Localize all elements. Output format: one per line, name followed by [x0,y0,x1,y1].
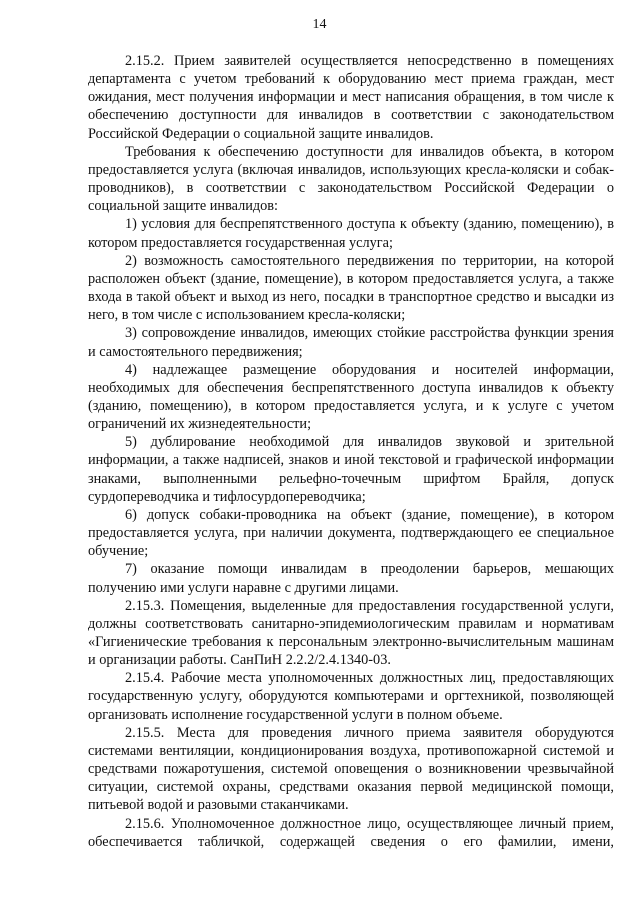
list-item-4: 4) надлежащее размещение оборудования и носителей информации, необходимых для обеспечения беспрепятственного доступа инвалидов к объекту (зданию, помещению), в котором предоставляется услуга, и к услуге с учетом ограничений их жизнедеятельности; [88,361,614,433]
list-item-1: 1) условия для беспрепятственного доступа к объекту (зданию, помещению), в котором предоставляется государственная услуга; [88,216,614,251]
paragraph-2-15-4: 2.15.4. Рабочие места уполномоченных должностных лиц, предоставляющих государственную услугу, оборудуются компьютерами и оргтехникой, позволяющей организовать исполнение государственной услуги в полном объеме. [88,670,614,723]
list-item-5: 5) дублирование необходимой для инвалидов звуковой и зрительной информации, а также надписей, знаков и иной текстовой и графической информации знаками, выполненными рельефно-точечным шрифтом Брайля, допуск сурдопереводчика и тифлосурдопереводчика; [88,434,614,505]
paragraph-2-15-2: 2.15.2. Прием заявителей осуществляется непосредственно в помещениях департамента с учетом требований к оборудованию мест приема граждан, мест ожидания, мест получения информации и мест написания обращения, в том числе к обеспечению доступности для инвалидов в соответствии с законодательством Российской Федерации о социальной защите инвалидов. [88,53,614,142]
paragraph-2-15-6: 2.15.6. Уполномоченное должностное лицо, осуществляющее личный прием, обеспечивается табличкой, содержащей сведения о его фамилии, имени, [88,815,614,850]
page-number: 14 [312,17,327,32]
list-item-7: 7) оказание помощи инвалидам в преодолении барьеров, мешающих получению ими услуги наравне с другими лицами. [88,561,614,596]
list-item-2: 2) возможность самостоятельного передвижения по территории, на которой расположен объект (здание, помещение), в котором предоставляется услуга, а также входа в такой объект и выход из него, посадки в транспортное средство и высадки из него, в том числе с использованием кресла-коляски; [88,252,614,324]
document-body [88,52,614,851]
paragraph-2-15-3: 2.15.3. Помещения, выделенные для предоставления государственной услуги, должны соответствовать санитарно-эпидемиологическим правилам и нормативам «Гигиенические требования к персональным электронно-вычислительным машинам и организации работы. СанПиН 2.2.2/2.4.1340-03. [88,597,614,669]
list-item-6: 6) допуск собаки-проводника на объект (здание, помещение), в котором предоставляется услуга, при наличии документа, подтверждающего ее специальное обучение; [88,506,614,560]
paragraph-accessibility-requirements: Требования к обеспечению доступности для инвалидов объекта, в котором предоставляется услуга (включая инвалидов, использующих кресла-коляски и собак-проводников), в соответствии с законодательством Российской Федерации о социальной защите инвалидов: [88,143,614,215]
list-item-3: 3) сопровождение инвалидов, имеющих стойкие расстройства функции зрения и самостоятельного передвижения; [88,325,614,360]
paragraph-2-15-5: 2.15.5. Места для проведения личного приема заявителя оборудуются системами вентиляции, кондиционирования воздуха, противопожарной системой и средствами пожаротушения, системой оповещения о возникновении чрезвычайной ситуации, системой охраны, средствами оказания первой медицинской помощи, питьевой водой и разовыми стаканчиками. [88,724,614,814]
